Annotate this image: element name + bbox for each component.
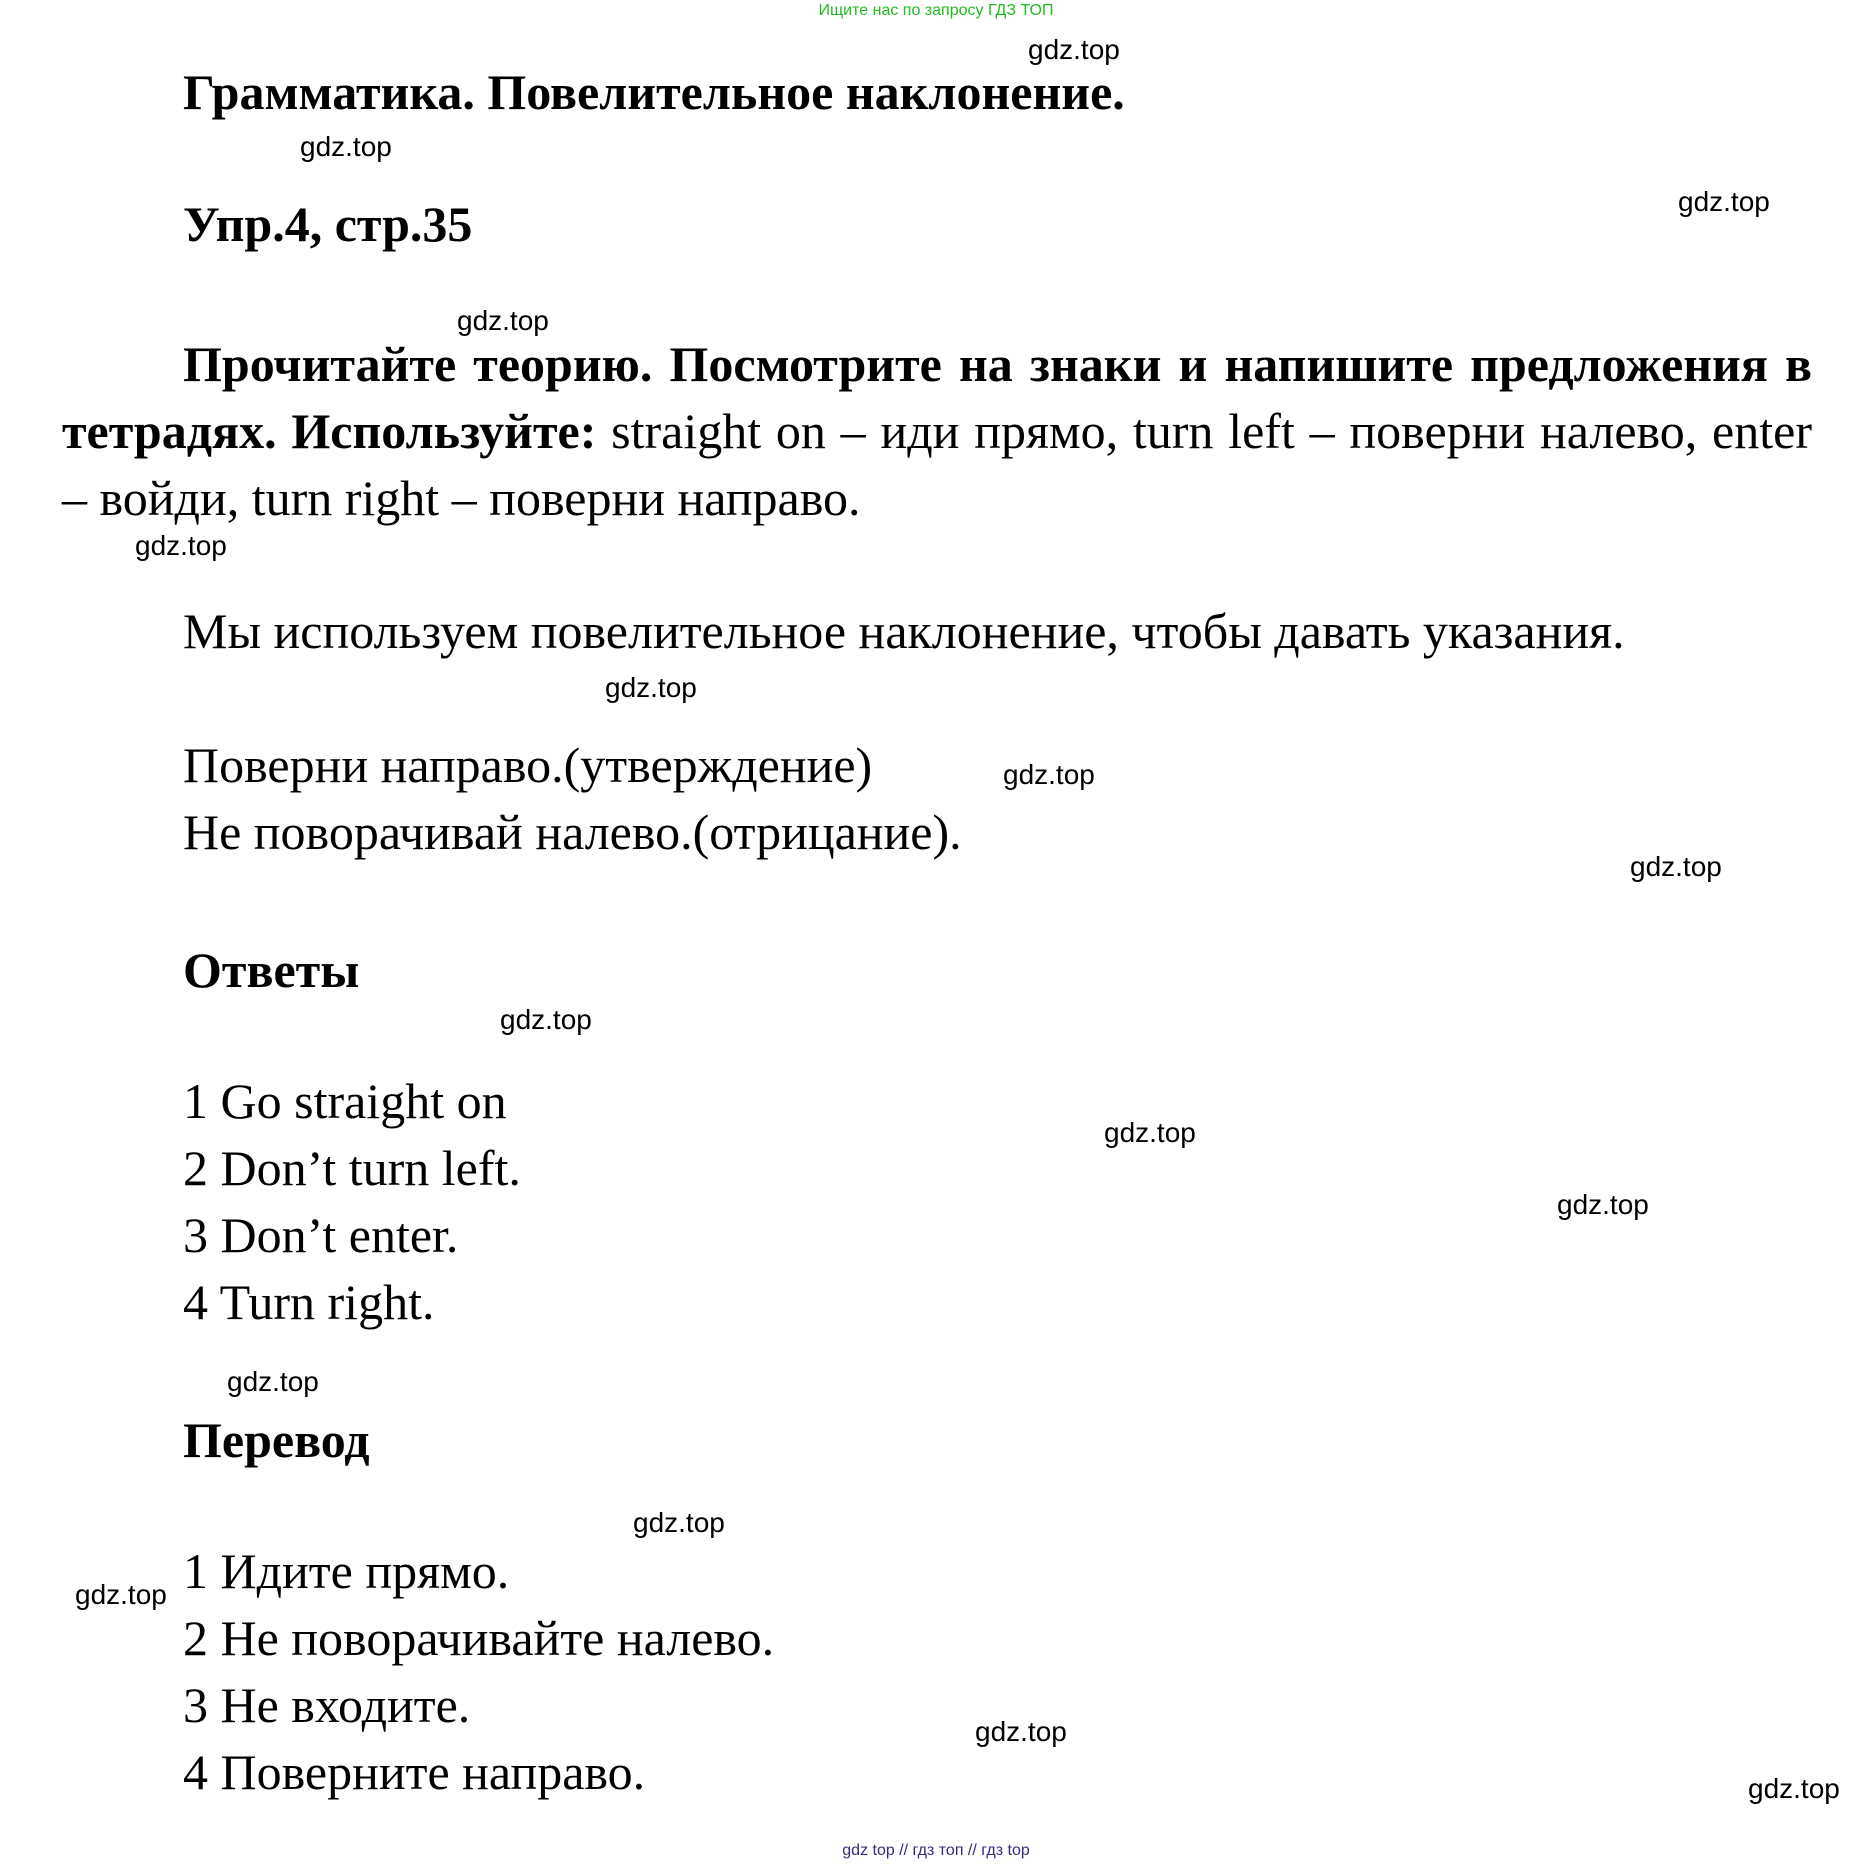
footer-watermark: gdz top // гдз топ // гдз top — [842, 1842, 1030, 1859]
watermark: gdz.top — [1028, 34, 1120, 65]
watermark: gdz.top — [1678, 186, 1770, 217]
top-banner: Ищите нас по запросу ГДЗ ТОП — [818, 2, 1054, 19]
watermark: gdz.top — [975, 1716, 1067, 1747]
watermark: gdz.top — [75, 1579, 167, 1610]
grammar-rule: Мы используем повелительное наклонение, чтобы давать указания. — [183, 603, 1625, 659]
watermark: gdz.top — [633, 1507, 725, 1538]
watermark: gdz.top — [300, 131, 392, 162]
translation-list — [183, 1538, 774, 1806]
instruction-vocabulary: straight on – иди прямо, turn left – поверни налево, enter – войди, turn right – поверни направо. — [62, 403, 1812, 526]
example-negative: Не поворачивай налево.(отрицание). — [183, 804, 962, 860]
answer-item: 2 Don’t turn left. — [183, 1140, 521, 1196]
answers-list — [183, 1068, 521, 1336]
answer-item: 3 Don’t enter. — [183, 1207, 459, 1263]
answer-item: 1 Go straight on — [183, 1073, 507, 1129]
watermark: gdz.top — [135, 530, 227, 561]
watermark: gdz.top — [1557, 1189, 1649, 1220]
answer-item: 4 Turn right. — [183, 1274, 435, 1330]
watermark: gdz.top — [227, 1366, 319, 1397]
example-affirmative: Поверни направо.(утверждение) — [183, 737, 873, 793]
watermark: gdz.top — [1630, 851, 1722, 882]
translation-item: 4 Поверните направо. — [183, 1744, 646, 1800]
watermark: gdz.top — [605, 672, 697, 703]
translation-item: 1 Идите прямо. — [183, 1543, 510, 1599]
translation-item: 3 Не входите. — [183, 1677, 471, 1733]
translation-heading: Перевод — [183, 1412, 370, 1468]
watermark: gdz.top — [1748, 1773, 1840, 1804]
answers-heading: Ответы — [183, 942, 360, 998]
exercise-number: Упр.4, стр.35 — [183, 196, 473, 252]
translation-item: 2 Не поворачивайте налево. — [183, 1610, 775, 1666]
watermark: gdz.top — [1104, 1117, 1196, 1148]
instruction-bold: Прочитайте теорию. Посмотрите на знаки и напишите предложения в тетрадях. Используйте: — [62, 336, 1812, 459]
watermark: gdz.top — [1003, 759, 1095, 790]
watermark: gdz.top — [500, 1004, 592, 1035]
instruction-paragraph — [62, 331, 1812, 532]
page-title: Грамматика. Повелительное наклонение. — [183, 64, 1125, 120]
watermark: gdz.top — [457, 305, 549, 336]
